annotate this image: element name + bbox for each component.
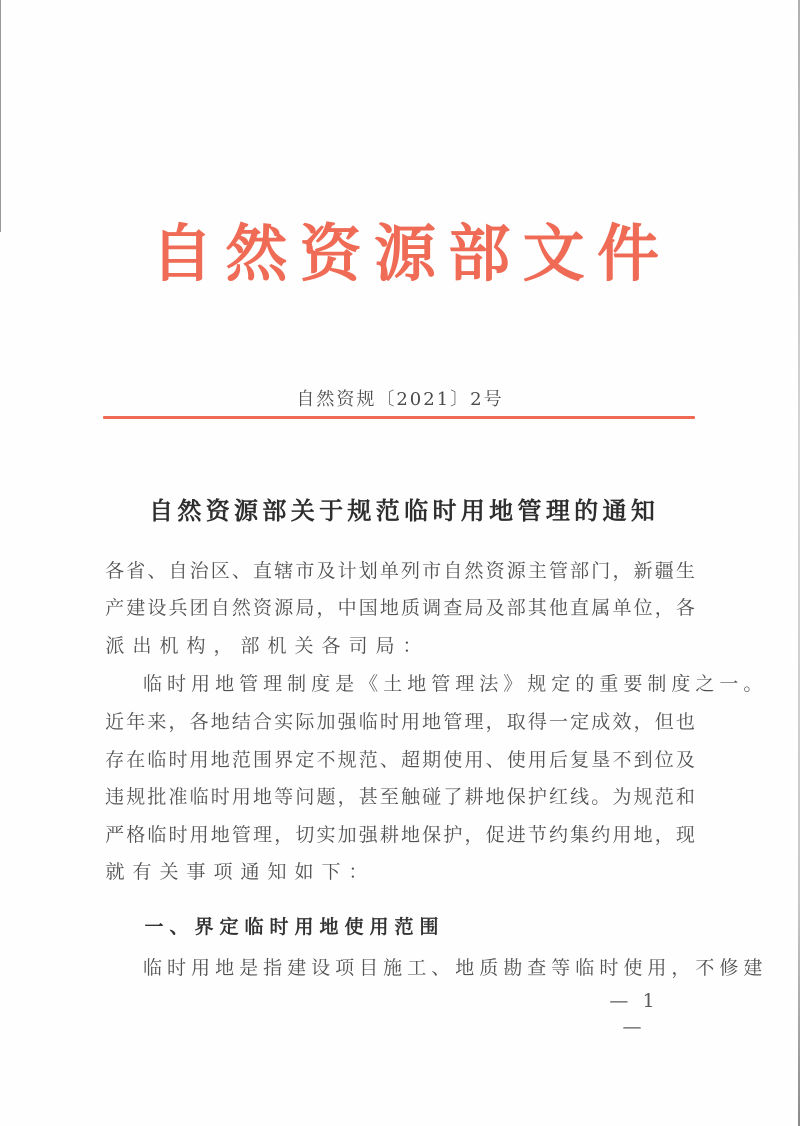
glyph: 局 <box>375 635 395 657</box>
glyph: 际 <box>295 711 315 733</box>
glyph: 如 <box>294 861 314 883</box>
glyph: 是 <box>335 673 355 695</box>
glyph: 耕 <box>379 824 399 846</box>
body-line <box>104 745 696 775</box>
glyph: 然 <box>231 597 251 619</box>
glyph: 管 <box>517 497 542 525</box>
glyph: 源 <box>506 560 526 582</box>
glyph: 结 <box>231 711 251 733</box>
glyph: 地 <box>215 957 235 979</box>
glyph: 临 <box>147 824 167 846</box>
glyph: 保 <box>422 824 442 846</box>
glyph: 违 <box>105 786 125 808</box>
glyph: 范 <box>394 916 414 938</box>
glyph: 、 <box>431 957 451 979</box>
glyph: 后 <box>549 749 569 771</box>
body-line <box>104 556 696 586</box>
red-separator-line <box>103 416 695 419</box>
glyph: 围 <box>419 916 439 938</box>
glyph: 查 <box>527 957 547 979</box>
glyph: 规 <box>126 786 146 808</box>
glyph: 地 <box>379 597 399 619</box>
glyph: 临 <box>147 749 167 771</box>
glyph: 时 <box>168 824 188 846</box>
glyph: 集 <box>570 824 590 846</box>
glyph: 格 <box>126 824 146 846</box>
glyph: 促 <box>485 824 505 846</box>
glyph: 自 <box>149 497 173 525</box>
glyph: 调 <box>422 597 442 619</box>
glyph: 关 <box>294 635 314 657</box>
glyph: 计 <box>337 560 357 582</box>
glyph <box>119 953 138 983</box>
glyph: ， <box>654 597 674 619</box>
glyph: 的 <box>575 673 595 695</box>
glyph: 理 <box>545 497 570 525</box>
glyph: 》 <box>503 673 523 695</box>
glyph: ， <box>485 711 505 733</box>
glyph: 耕 <box>464 786 484 808</box>
glyph: 制 <box>287 673 307 695</box>
glyph: 产 <box>105 597 125 619</box>
glyph: 时 <box>269 916 289 938</box>
glyph: 地 <box>455 957 475 979</box>
glyph: 自 <box>150 217 213 290</box>
glyph: 司 <box>348 635 368 657</box>
glyph: ， <box>633 711 653 733</box>
glyph: 约 <box>591 824 611 846</box>
glyph: 管 <box>443 711 463 733</box>
glyph: 用 <box>527 749 547 771</box>
notice-title <box>148 494 656 528</box>
glyph: 规 <box>527 673 547 695</box>
glyph: 定 <box>219 916 239 938</box>
glyph: 实 <box>274 711 294 733</box>
glyph: 制 <box>647 673 667 695</box>
glyph: 通 <box>240 861 260 883</box>
glyph: 加 <box>337 824 357 846</box>
glyph: 项 <box>213 861 233 883</box>
body-line-paragraph-start <box>119 953 763 983</box>
glyph: 加 <box>316 711 336 733</box>
glyph: 期 <box>422 749 442 771</box>
body-line-paragraph-start <box>119 669 763 699</box>
glyph: ： <box>402 635 422 657</box>
glyph: 定 <box>295 749 315 771</box>
glyph: 临 <box>244 916 264 938</box>
glyph: 直 <box>253 560 273 582</box>
glyph: 疆 <box>654 560 674 582</box>
glyph: 修 <box>719 957 739 979</box>
glyph: 知 <box>630 497 655 525</box>
glyph: 合 <box>253 711 273 733</box>
glyph: 至 <box>379 786 399 808</box>
glyph: 但 <box>654 711 674 733</box>
glyph: 红 <box>549 786 569 808</box>
body-line <box>104 857 696 887</box>
glyph: 地 <box>253 786 273 808</box>
glyph: 就 <box>105 861 125 883</box>
glyph: 设 <box>147 597 167 619</box>
glyph: 理 <box>455 673 475 695</box>
glyph: 重 <box>599 673 619 695</box>
glyph: 项 <box>335 957 355 979</box>
glyph: 源 <box>274 597 294 619</box>
glyph: 质 <box>479 957 499 979</box>
glyph: 建 <box>743 957 763 979</box>
glyph: 时 <box>167 957 187 979</box>
glyph: 《 <box>359 673 379 695</box>
glyph <box>119 669 138 699</box>
glyph: 得 <box>527 711 547 733</box>
glyph: 用 <box>189 824 209 846</box>
glyph: 时 <box>210 786 230 808</box>
glyph: 属 <box>591 597 611 619</box>
glyph: 构 <box>186 635 206 657</box>
glyph: 不 <box>695 957 715 979</box>
glyph: 临 <box>575 957 595 979</box>
glyph: 生 <box>675 560 695 582</box>
glyph: 超 <box>401 749 421 771</box>
glyph: 等 <box>274 786 294 808</box>
glyph: 部 <box>506 597 526 619</box>
glyph: 。 <box>591 786 611 808</box>
glyph: 地 <box>401 824 421 846</box>
glyph: 设 <box>311 957 331 979</box>
glyph: 资 <box>253 597 273 619</box>
glyph: 施 <box>383 957 403 979</box>
glyph: 定 <box>551 673 571 695</box>
glyph: 进 <box>506 824 526 846</box>
glyph: 使 <box>623 957 643 979</box>
glyph: 一 <box>144 916 164 938</box>
glyph: 源 <box>234 497 259 525</box>
glyph: 、 <box>485 749 505 771</box>
glyph: 在 <box>126 749 146 771</box>
body-line <box>104 593 696 623</box>
glyph: 地 <box>215 673 235 695</box>
glyph: 出 <box>132 635 152 657</box>
glyph: 使 <box>506 749 526 771</box>
glyph: 规 <box>633 786 653 808</box>
glyph: 取 <box>506 711 526 733</box>
glyph: 、 <box>147 560 167 582</box>
glyph: 位 <box>654 749 674 771</box>
glyph: 勘 <box>503 957 523 979</box>
glyph: ， <box>168 711 188 733</box>
glyph: 单 <box>612 597 632 619</box>
glyph: 来 <box>147 711 167 733</box>
glyph: 用 <box>612 824 632 846</box>
glyph: 等 <box>551 957 571 979</box>
glyph: 了 <box>443 786 463 808</box>
glyph: 自 <box>210 597 230 619</box>
glyph: 线 <box>570 786 590 808</box>
glyph: 用 <box>647 957 667 979</box>
glyph: 管 <box>549 560 569 582</box>
glyph: 范 <box>654 786 674 808</box>
glyph: 理 <box>253 824 273 846</box>
glyph: 区 <box>210 560 230 582</box>
glyph: 关 <box>290 497 315 525</box>
glyph: 用 <box>191 673 211 695</box>
glyph: 部 <box>262 497 287 525</box>
glyph: 用 <box>294 916 314 938</box>
glyph: 市 <box>422 560 442 582</box>
glyph: 地 <box>422 711 442 733</box>
glyph: 触 <box>401 786 421 808</box>
glyph: 然 <box>225 217 288 290</box>
glyph: 护 <box>527 786 547 808</box>
glyph: ， <box>213 635 233 657</box>
glyph: 及 <box>316 560 336 582</box>
body-line <box>104 707 696 737</box>
glyph: 临 <box>404 497 429 525</box>
glyph: 他 <box>549 597 569 619</box>
glyph: 知 <box>267 861 287 883</box>
body-line <box>104 782 696 812</box>
glyph: 局 <box>295 597 315 619</box>
scan-edge-left <box>0 0 1 232</box>
glyph: 约 <box>549 824 569 846</box>
glyph: 用 <box>231 786 251 808</box>
glyph: 及 <box>485 597 505 619</box>
glyph: 土 <box>383 673 403 695</box>
glyph: 辖 <box>274 560 294 582</box>
glyph: 强 <box>337 711 357 733</box>
glyph: 用 <box>460 497 485 525</box>
glyph: 团 <box>189 597 209 619</box>
glyph: 范 <box>375 497 400 525</box>
glyph: 为 <box>612 786 632 808</box>
glyph: 存 <box>105 749 125 771</box>
glyph: ， <box>274 824 294 846</box>
glyph: 题 <box>316 786 336 808</box>
glyph: 时 <box>432 497 457 525</box>
glyph: 现 <box>675 824 695 846</box>
glyph: 用 <box>189 749 209 771</box>
glyph: 各 <box>189 711 209 733</box>
glyph: 临 <box>189 786 209 808</box>
glyph: 一 <box>549 711 569 733</box>
glyph: 保 <box>506 786 526 808</box>
glyph: ， <box>316 597 336 619</box>
glyph: 使 <box>344 916 364 938</box>
glyph: 地 <box>210 711 230 733</box>
glyph: 用 <box>369 916 389 938</box>
glyph: 资 <box>485 560 505 582</box>
glyph: 部 <box>570 560 590 582</box>
glyph: 查 <box>443 597 463 619</box>
glyph: 通 <box>602 497 627 525</box>
glyph: ， <box>671 957 691 979</box>
glyph: 垦 <box>591 749 611 771</box>
glyph: 工 <box>407 957 427 979</box>
glyph: 地 <box>210 824 230 846</box>
glyph: 各 <box>675 597 695 619</box>
glyph: 临 <box>143 957 163 979</box>
glyph: 理 <box>263 673 283 695</box>
glyph: 切 <box>295 824 315 846</box>
glyph: 地 <box>210 749 230 771</box>
glyph: 度 <box>671 673 691 695</box>
glyph: 地 <box>489 497 514 525</box>
glyph: 兵 <box>168 597 188 619</box>
glyph: 门 <box>591 560 611 582</box>
glyph: 规 <box>337 749 357 771</box>
glyph: 部 <box>240 635 260 657</box>
glyph: 各 <box>105 560 125 582</box>
glyph: 和 <box>675 786 695 808</box>
masthead-title <box>150 214 660 294</box>
glyph: 划 <box>358 560 378 582</box>
glyph: 严 <box>105 824 125 846</box>
glyph: 主 <box>527 560 547 582</box>
glyph: 准 <box>168 786 188 808</box>
glyph: ， <box>654 824 674 846</box>
glyph: 范 <box>231 749 251 771</box>
glyph: 关 <box>159 861 179 883</box>
glyph: 的 <box>574 497 599 525</box>
glyph: 用 <box>191 957 211 979</box>
glyph: 强 <box>358 824 378 846</box>
glyph: 中 <box>337 597 357 619</box>
page-number: — 1 — <box>609 990 659 1038</box>
glyph: 资 <box>299 217 362 290</box>
glyph: 自 <box>168 560 188 582</box>
glyph: 时 <box>167 673 187 695</box>
glyph: 护 <box>443 824 463 846</box>
glyph: 位 <box>633 597 653 619</box>
glyph: 定 <box>570 711 590 733</box>
glyph: 事 <box>186 861 206 883</box>
glyph: 然 <box>177 497 202 525</box>
glyph: 碰 <box>422 786 442 808</box>
glyph: ， <box>337 786 357 808</box>
glyph: 近 <box>105 711 125 733</box>
glyph: 。 <box>743 673 763 695</box>
document-number: 自然资规〔2021〕2号 <box>296 389 504 410</box>
glyph: 机 <box>159 635 179 657</box>
glyph: 节 <box>527 824 547 846</box>
body-line <box>104 820 696 850</box>
glyph: 治 <box>189 560 209 582</box>
glyph: 省 <box>126 560 146 582</box>
glyph: 不 <box>612 749 632 771</box>
glyph: 目 <box>359 957 379 979</box>
glyph: 新 <box>633 560 653 582</box>
glyph: 要 <box>623 673 643 695</box>
glyph: 单 <box>379 560 399 582</box>
glyph: 成 <box>591 711 611 733</box>
glyph: 一 <box>719 673 739 695</box>
glyph: 派 <box>105 635 125 657</box>
glyph: 及 <box>675 749 695 771</box>
glyph: 问 <box>295 786 315 808</box>
glyph: 部 <box>448 217 511 290</box>
glyph: 直 <box>570 597 590 619</box>
glyph: 管 <box>239 673 259 695</box>
glyph: 自 <box>443 560 463 582</box>
glyph: 年 <box>126 711 146 733</box>
glyph: 建 <box>126 597 146 619</box>
glyph: 机 <box>267 635 287 657</box>
glyph: 管 <box>431 673 451 695</box>
glyph: 文 <box>522 217 585 290</box>
glyph: 于 <box>319 497 344 525</box>
glyph: 理 <box>464 711 484 733</box>
glyph: 复 <box>570 749 590 771</box>
body-line <box>104 631 696 661</box>
glyph: 源 <box>373 217 436 290</box>
glyph: 地 <box>485 786 505 808</box>
glyph: 时 <box>379 711 399 733</box>
glyph: 不 <box>316 749 336 771</box>
section-heading <box>143 912 443 942</box>
glyph: 各 <box>321 635 341 657</box>
glyph: 临 <box>143 673 163 695</box>
glyph: 效 <box>612 711 632 733</box>
glyph: 也 <box>675 711 695 733</box>
glyph: ， <box>612 560 632 582</box>
glyph: 法 <box>479 673 499 695</box>
glyph: 界 <box>274 749 294 771</box>
glyph: 围 <box>253 749 273 771</box>
glyph: 列 <box>401 560 421 582</box>
glyph: 其 <box>527 597 547 619</box>
glyph: ， <box>464 824 484 846</box>
glyph: 建 <box>287 957 307 979</box>
glyph: 时 <box>599 957 619 979</box>
glyph: 临 <box>358 711 378 733</box>
glyph: 范 <box>358 749 378 771</box>
glyph: 、 <box>379 749 399 771</box>
glyph: 指 <box>263 957 283 979</box>
glyph: 甚 <box>358 786 378 808</box>
glyph: 地 <box>407 673 427 695</box>
glyph: 用 <box>464 749 484 771</box>
glyph: 地 <box>319 916 339 938</box>
glyph: 资 <box>205 497 230 525</box>
glyph: 局 <box>464 597 484 619</box>
glyph: 件 <box>596 217 659 290</box>
glyph: 度 <box>311 673 331 695</box>
glyph: 到 <box>633 749 653 771</box>
glyph: 批 <box>147 786 167 808</box>
glyph: 、 <box>169 916 189 938</box>
glyph: 用 <box>401 711 421 733</box>
glyph: ： <box>348 861 368 883</box>
glyph: 时 <box>168 749 188 771</box>
glyph: 界 <box>194 916 214 938</box>
glyph: 国 <box>358 597 378 619</box>
glyph: 使 <box>443 749 463 771</box>
glyph: 地 <box>633 824 653 846</box>
glyph: 市 <box>295 560 315 582</box>
glyph: 质 <box>401 597 421 619</box>
glyph: 是 <box>239 957 259 979</box>
glyph: 、 <box>231 560 251 582</box>
glyph: 规 <box>347 497 372 525</box>
glyph: 下 <box>321 861 341 883</box>
glyph: 之 <box>695 673 715 695</box>
glyph: 有 <box>132 861 152 883</box>
glyph: 实 <box>316 824 336 846</box>
glyph: 管 <box>231 824 251 846</box>
glyph: 然 <box>464 560 484 582</box>
